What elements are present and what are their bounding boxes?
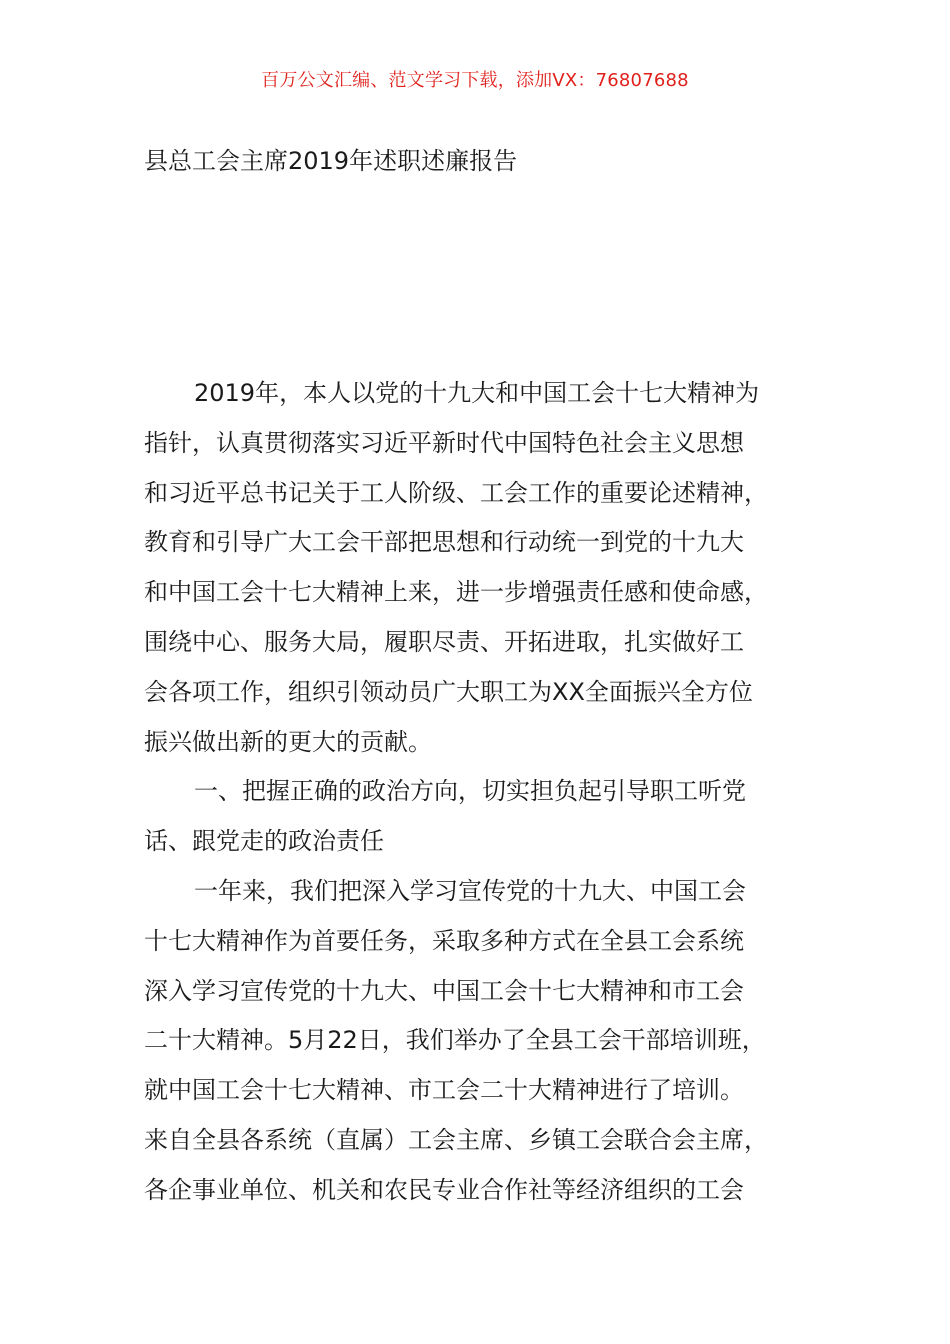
- paragraph-line: 来自全县各系统（直属）工会主席、乡镇工会联合会主席，: [144, 1125, 768, 1154]
- section-heading-1: [144, 767, 816, 867]
- paragraph-study: [144, 867, 816, 1216]
- paragraph-line: 和中国工会十七大精神上来，进一步增强责任感和使命感，: [144, 578, 768, 607]
- paragraph-line: 指针，认真贯彻落实习近平新时代中国特色社会主义思想: [144, 428, 744, 457]
- paragraph-line: 就中国工会十七大精神、市工会二十大精神进行了培训。: [144, 1076, 744, 1105]
- paragraph-line: 话、跟党走的政治责任: [144, 827, 384, 856]
- paragraph-line: 各企事业单位、机关和农民专业合作社等经济组织的工会: [144, 1175, 744, 1204]
- header-banner: 百万公文汇编、范文学习下载，添加VX：76807688: [261, 70, 689, 91]
- paragraph-line: 一、把握正确的政治方向，切实担负起引导职工听党: [194, 777, 746, 806]
- paragraph-line: 围绕中心、服务大局，履职尽责、开拓进取，扎实做好工: [144, 627, 744, 656]
- paragraph-line: 深入学习宣传党的十九大、中国工会十七大精神和市工会: [144, 976, 744, 1005]
- paragraph-line: 振兴做出新的更大的贡献。: [144, 727, 432, 756]
- document-title: 县总工会主席2019年述职述廉报告: [144, 147, 518, 175]
- paragraph-line: 会各项工作，组织引领动员广大职工为XX全面振兴全方位: [144, 677, 753, 706]
- paragraph-line: 教育和引导广大工会干部把思想和行动统一到党的十九大: [144, 528, 744, 557]
- paragraph-line: 和习近平总书记关于工人阶级、工会工作的重要论述精神，: [144, 478, 768, 507]
- paragraph-line: 2019年，本人以党的十九大和中国工会十七大精神为: [194, 379, 760, 407]
- paragraph-intro: [144, 369, 816, 767]
- paragraph-line: 一年来，我们把深入学习宣传党的十九大、中国工会: [194, 876, 746, 905]
- paragraph-line: 十七大精神作为首要任务，采取多种方式在全县工会系统: [144, 926, 744, 955]
- paragraph-line: 二十大精神。5月22日，我们举办了全县工会干部培训班，: [144, 1026, 766, 1055]
- document-body: [144, 369, 816, 1216]
